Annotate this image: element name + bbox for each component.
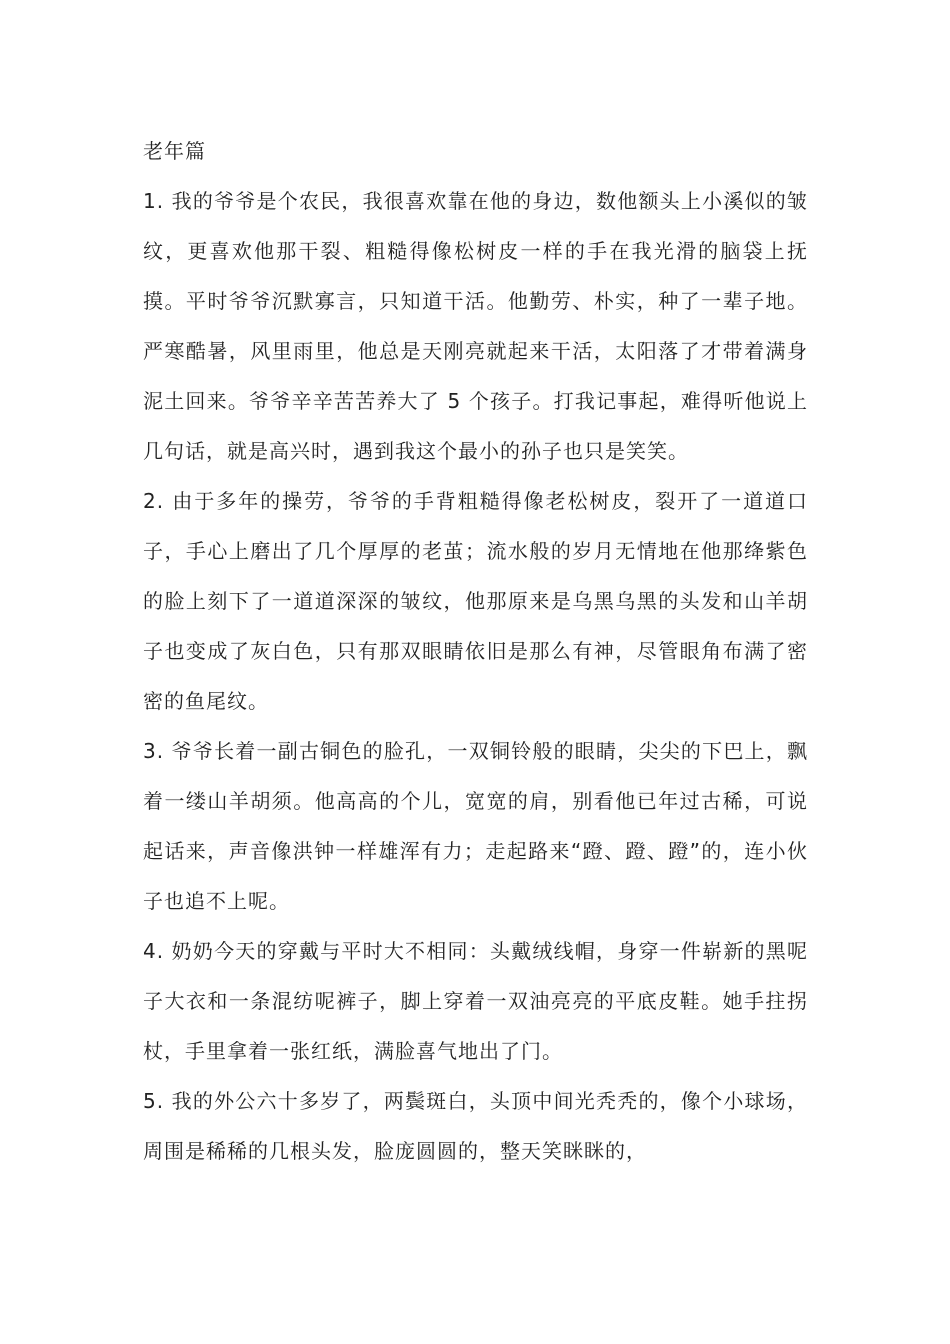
paragraph-3: 3. 爷爷长着一副古铜色的脸孔，一双铜铃般的眼睛，尖尖的下巴上，飘着一缕山羊胡须。他高高的个儿，宽宽的肩，别看他已年过古稀，可说起话来，声音像洪钟一样雄浑有力；走起路来“蹬、蹬、蹬”的，连小伙子也追不上呢。 bbox=[143, 739, 808, 913]
paragraph-4: 4. 奶奶今天的穿戴与平时大不相同：头戴绒线帽，身穿一件崭新的黑呢子大衣和一条混纺呢裤子，脚上穿着一双油亮亮的平底皮鞋。她手拄拐杖，手里拿着一张红纸，满脸喜气地出了门。 bbox=[143, 939, 808, 1063]
paragraph-5: 5. 我的外公六十多岁了，两鬓斑白，头顶中间光秃秃的，像个小球场，周围是稀稀的几根头发，脸庞圆圆的，整天笑眯眯的， bbox=[143, 1089, 808, 1163]
paragraph-1: 1. 我的爷爷是个农民，我很喜欢靠在他的身边，数他额头上小溪似的皱纹，更喜欢他那干裂、粗糙得像松树皮一样的手在我光滑的脑袋上抚摸。平时爷爷沉默寡言，只知道干活。他勤劳、朴实，种了一辈子地。严寒酷暑，风里雨里，他总是天刚亮就起来干活，太阳落了才带着满身泥土回来。爷爷辛辛苦苦养大了 5 个孩子。打我记事起，难得听他说上几句话，就是高兴时，遇到我这个最小的孙子也只是笑笑。 bbox=[143, 189, 808, 463]
document-page bbox=[143, 126, 808, 1176]
document-title: 老年篇 bbox=[143, 139, 206, 163]
paragraph-2: 2. 由于多年的操劳，爷爷的手背粗糙得像老松树皮，裂开了一道道口子，手心上磨出了几个厚厚的老茧；流水般的岁月无情地在他那绛紫色的脸上刻下了一道道深深的皱纹，他那原来是乌黑乌黑的头发和山羊胡子也变成了灰白色，只有那双眼睛依旧是那么有神，尽管眼角布满了密密的鱼尾纹。 bbox=[143, 489, 808, 713]
